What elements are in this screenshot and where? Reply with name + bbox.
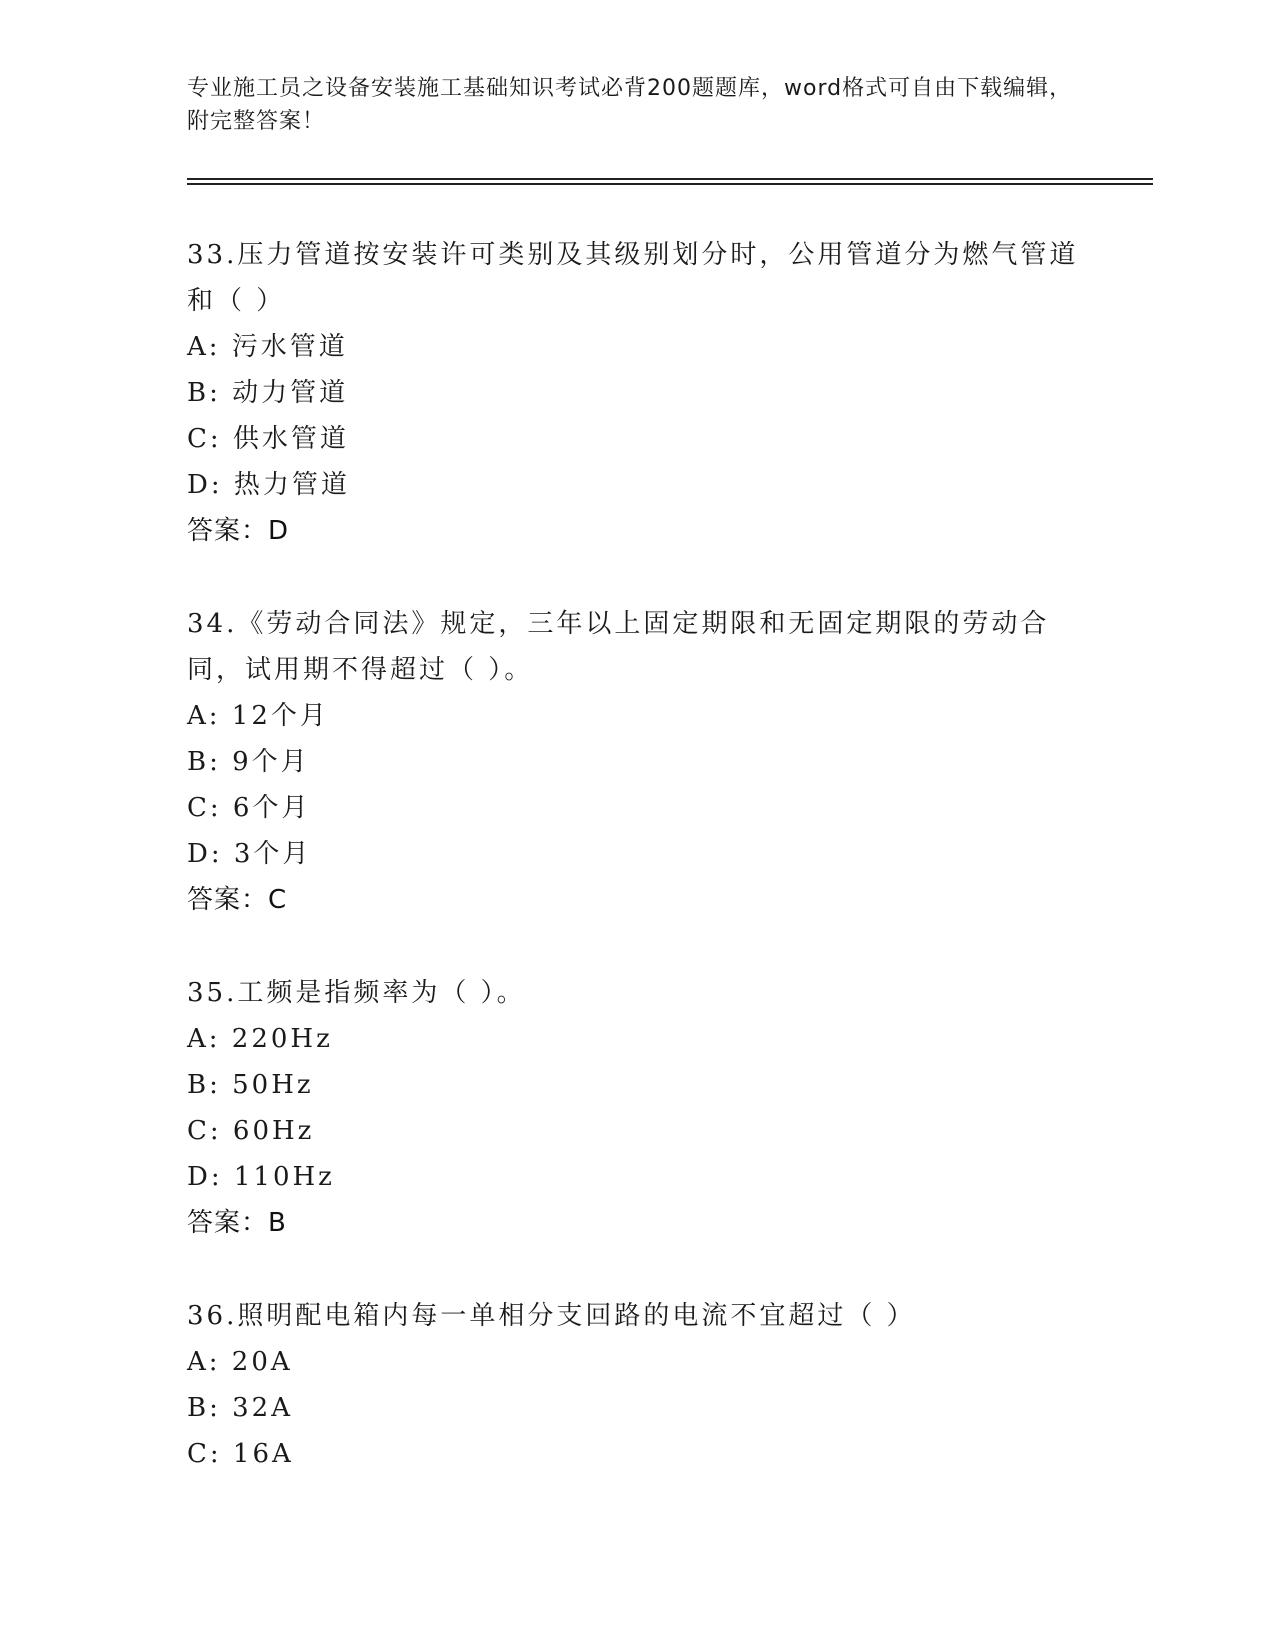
question-text: 34.《劳动合同法》规定，三年以上固定期限和无固定期限的劳动合同，试用期不得超过（ ）。 [187,609,1050,685]
option-d: D: 3个月 [187,839,312,869]
option-c: C: 16A [187,1439,294,1469]
option-c: C: 6个月 [187,793,311,823]
option-d: D: 110Hz [187,1162,335,1192]
question-36 [187,1293,1087,1477]
header-divider-top [187,178,1153,180]
option-b: B: 9个月 [187,747,310,777]
question-text: 33.压力管道按安装许可类别及其级别划分时，公用管道分为燃气管道和（ ） [187,240,1079,316]
answer-text: 答案：B [187,1208,287,1238]
question-list [187,232,1087,1524]
option-b: B: 32A [187,1393,293,1423]
option-a: A: 12个月 [187,701,329,731]
option-b: B: 动力管道 [187,378,349,408]
option-d: D: 热力管道 [187,470,350,500]
question-33 [187,232,1087,554]
answer-text: 答案：D [187,516,290,546]
question-text: 35.工频是指频率为（ ）。 [187,978,526,1008]
answer-text: 答案：C [187,885,288,915]
question-text: 36.照明配电箱内每一单相分支回路的电流不宜超过（ ） [187,1301,916,1331]
option-a: A: 污水管道 [187,332,348,362]
header-divider-bottom [187,183,1153,185]
question-34 [187,601,1087,923]
document-header: 专业施工员之设备安装施工基础知识考试必背200题题库，word格式可自由下载编辑，附完整答案！ [187,76,1073,134]
option-a: A: 220Hz [187,1024,333,1054]
option-c: C: 60Hz [187,1116,315,1146]
option-c: C: 供水管道 [187,424,349,454]
question-35 [187,970,1087,1246]
option-b: B: 50Hz [187,1070,314,1100]
option-a: A: 20A [187,1347,293,1377]
